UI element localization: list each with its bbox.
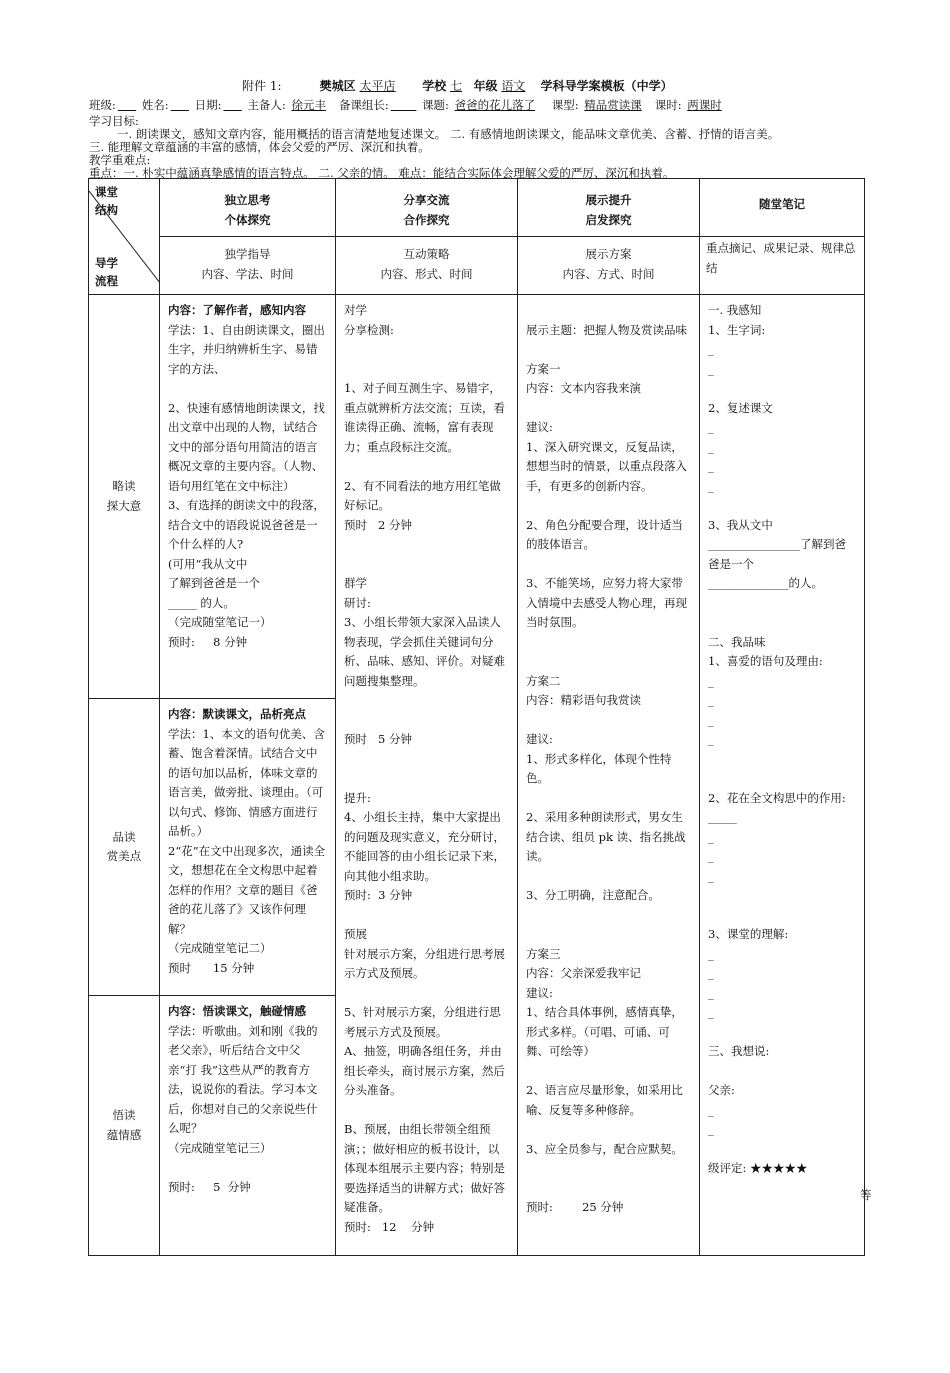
topic: 爸爸的花儿落了 — [454, 98, 536, 112]
objectives-label: 学习目标: — [89, 114, 139, 128]
col1-subheader: 独学指导 内容、学法、时间 — [160, 237, 336, 295]
info-line — [89, 97, 724, 113]
col1-header: 独立思考 个体探究 — [160, 179, 336, 237]
stage3-guide — [160, 996, 336, 1256]
stage2-title: 内容：默读课文，品析亮点 — [168, 707, 306, 721]
col2-interaction: 对学 分享检测: 1、对子间互测生字、易错字，重点就辨析方法交流；互读，看谁读得正确、流畅，富有表现力；重点段标注交流。 2、有不同看法的地方用红笔做好标记。 预时 2 分钟 群学 研讨: 3、小组长带领大家深入品读人物表现，学会抓住关键词句分析、品味、感知、评价。对疑难问题搜集整理。 预时 5 分钟 提升: 4、小组长主持，集中大家提出的问题及现实意义，充分研讨，不能回答的由小组长记录下来，向其他小组求助。 预时: 3 分钟 预展 针对展示方案，分组进行思考展示方式及预展。 5、针对展示方案，分组进行思考展示方式及预展。 A、抽签，明确各组任务，并由组长牵头，商讨展示方案，然后分头准备。 B、预展，由组长带领全组预演；；做好相应的板书设计，以体现本组展示主要内容；特别是要选择适当的讲解方式；做好答疑准备。 预时: 12 分钟 — [336, 295, 518, 1256]
notes-body: 一. 我感知 1、生字词: _ _ 2、复述课文 _ _ _ _ 3、我从文中 ________________了解到爸爸是一个 ______________的人。 二、我品味 1、喜爱的语句及理由: _ _ _ _ 2、花在全文构思中的作用: _____ _ _ _ 3、课堂的理解: _ _ _ _ 三、我想说: 父亲: _ _ 级评定: ★★★★★ — [708, 303, 846, 1175]
col2-subheader: 互动策略 内容、形式、时间 — [336, 237, 518, 295]
hours-label: 课时: — [654, 98, 682, 112]
stage2-body: 学法：1、本文的语句优美、含蓄、饱含着深情。试结合文中的语句加以品析，体味文章的语言美，做旁批、谈理由。（可以句式、修饰、情感方面进行品析。） 2“花”在文中出现多次，通读全文，想想花在全文构思中起着怎样的作用？文章的题目《爸爸的花儿落了》又该作何理解？ （完成随堂笔记二） 预时 15 分钟 — [168, 726, 326, 975]
date-label: 日期: — [194, 98, 222, 112]
table-corner-cell — [89, 179, 160, 295]
grade-value: 七 — [450, 79, 463, 93]
col4-notes — [700, 295, 865, 1256]
leader-label: 备课组长: — [338, 98, 389, 112]
template-title: 学科导学案模板（中学） — [540, 79, 673, 93]
objectives-line-2: 三. 能理解文章蕴涵的丰富的感情，体会父爱的严厉、深沉和执着。 — [89, 140, 430, 154]
stage3-body: 学法：听歌曲。刘和刚《我的老父亲》，听后结合文中父亲“打 我”这些从严的教育方法，说说你的看法。学习本文后，你想对自己的父亲说些什么呢？ （完成随堂笔记三） 预时: 5 分钟 — [168, 1023, 318, 1194]
col4-header: 随堂笔记 — [700, 179, 865, 237]
class-label: 班级: — [89, 98, 116, 112]
stage1-title: 内容：了解作者，感知内容 — [168, 303, 306, 317]
type-label: 课型: — [551, 98, 579, 112]
attachment-label: 附件 1: — [242, 79, 282, 93]
stage-appreciate: 品读 赏美点 — [89, 699, 160, 996]
col4-subheader: 重点摘记、成果记录、规律总结 — [700, 237, 865, 295]
school-name: 太平店 — [359, 79, 396, 93]
key-points-label: 教学重难点: — [89, 153, 151, 167]
col3-subheader: 展示方案 内容、方式、时间 — [518, 237, 700, 295]
stage1-guide — [160, 295, 336, 699]
district: 樊城区 — [319, 79, 356, 93]
lesson-type: 精品赏读课 — [584, 98, 642, 112]
school-label: 学校 — [422, 79, 447, 93]
col2-header: 分享交流 合作探究 — [336, 179, 518, 237]
corner-top-label: 课堂 结构 — [95, 185, 118, 217]
col3-presentation: 展示主题：把握人物及赏读品味 方案一 内容：文本内容我来演 建议: 1、深入研究课文，反复品读，想想当时的情景，以重点段落入手，有更多的创新内容。 2、角色分配要合理，设计适当的肢体语言。 3、不能笑场，应努力将大家带入情境中去感受人物心理，再现当时氛围。 方案二 内容：精彩语句我赏读 建议: 1、形式多样化，体现个性特色。 2、采用多种朗读形式，男女生结合读、组员 pk 读、指名挑战读。 3、分工明确，注意配合。 方案三 内容：父亲深爱我牢记 建议: 1、结合具体事例，感情真挚，形式多样。（可唱、可诵、可舞、可绘等） 2、语言应尽量形象，如采用比喻、反复等多种修辞。 3、应全员参与，配合应默契。 预时: 25 分钟 — [518, 295, 700, 1256]
grade-mark: 等 — [860, 1188, 872, 1202]
grade-label: 年级 — [473, 79, 498, 93]
preparer: 徐元丰 — [291, 98, 326, 112]
topic-label: 课题: — [422, 98, 449, 112]
col3-header: 展示提升 启发探究 — [518, 179, 700, 237]
stage1-body: 学法：1、自由朗读课文，圈出生字，并归纳辨析生字、易错字的方法、 2、快速有感情地朗读课文，找出文章中出现的人物，试结合文中的部分语句用简洁的语言概况文章的主要内容。（人物、语句用红笔在文中标注） 3、有选择的朗读文中的段落，结合文中的语段说说爸爸是一个什么样的人? (可用“我从文中 了解到爸爸是一个 _____ 的人。 （完成随堂笔记一） 预时: 8 分钟 — [168, 322, 325, 649]
stage2-guide — [160, 699, 336, 996]
corner-bottom-label: 导学 流程 — [95, 256, 118, 288]
name-label: 姓名: — [141, 98, 169, 112]
subject-value: 语文 — [501, 79, 526, 93]
lesson-hours: 两课时 — [687, 98, 722, 112]
key-points-line: 重点：一. 朴实中蕴涵真挚感情的语言特点。 二. 父亲的情。 难点：能结合实际体会理解父爱的严厉、深沉和执着。 — [89, 166, 675, 180]
objectives-line-1: 一. 朗读课文，感知文章内容，能用概括的语言清楚地复述课文。 二. 有感情地朗读课文，能品味文章优美、含蓄、抒情的语言美。 — [117, 127, 780, 141]
stage-feel: 悟读 蕴情感 — [89, 996, 160, 1256]
preparer-label: 主备人: — [247, 98, 286, 112]
document-title — [242, 77, 673, 94]
stage-skim: 略读 探大意 — [89, 295, 160, 699]
stage3-title: 内容：悟读课文，触碰情感 — [168, 1004, 306, 1018]
lesson-plan-table — [88, 178, 865, 1256]
